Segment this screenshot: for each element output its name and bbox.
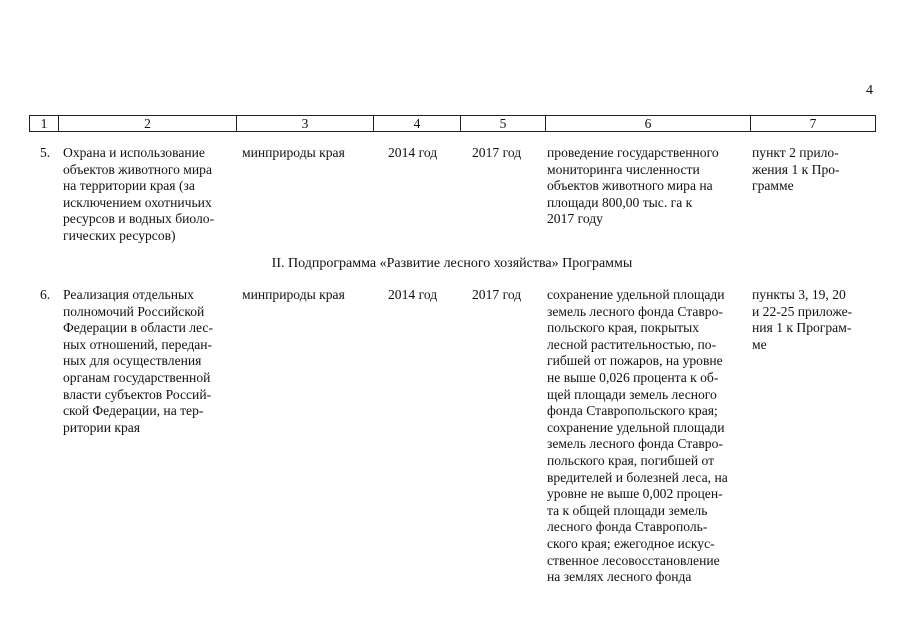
header-col-1: 1 (30, 116, 59, 132)
text-line: Реализация отдельных (63, 287, 194, 302)
text-line: польского края, погибшей от (547, 452, 715, 468)
text-line: уровне не выше 0,002 процен- (547, 486, 723, 502)
text-line: жения 1 к Про- (752, 161, 840, 177)
text-line: исключением охотничьих (63, 194, 212, 210)
text-line: органам государственной (63, 369, 211, 385)
header-col-4: 4 (374, 116, 461, 132)
header-col-2: 2 (59, 116, 237, 132)
executor: минприроды края (242, 287, 345, 302)
text-line: ской Федерации, на тер- (63, 403, 204, 419)
text-line: ского края; ежегодное искус- (547, 535, 715, 551)
text-line: фонда Ставропольского края; (547, 403, 718, 419)
page-number: 4 (866, 83, 873, 98)
executor: минприроды края (242, 145, 345, 160)
text-line: сохранение удельной площади (547, 287, 725, 302)
text-line: объектов животного мира на (547, 178, 713, 194)
text-line: Охрана и использование (63, 145, 205, 160)
text-line: пункты 3, 19, 20 (752, 287, 846, 302)
text-line: ресурсов и водных биоло- (63, 211, 215, 227)
text-line: на землях лесного фонда (547, 569, 692, 585)
text-line: сохранение удельной площади (547, 419, 725, 435)
text-line: объектов животного мира (63, 161, 212, 177)
text-line: не выше 0,026 процента к об- (547, 369, 719, 385)
header-col-7: 7 (751, 116, 876, 132)
indicator-link (752, 145, 872, 195)
text-line: та к общей площади земель (547, 502, 708, 518)
expected-result (547, 145, 748, 228)
text-line: ритории края (63, 419, 141, 435)
expected-result (547, 287, 748, 586)
header-col-3: 3 (237, 116, 374, 132)
text-line: ных для осуществления (63, 353, 202, 369)
row-number: 5. (40, 145, 51, 160)
activity-name (63, 287, 236, 436)
text-line: лесной растительностью, по- (547, 336, 717, 352)
text-line: лесного фонда Ставрополь- (547, 519, 708, 535)
activity-name (63, 145, 236, 245)
text-line: ния 1 к Програм- (752, 320, 852, 336)
header-col-6: 6 (546, 116, 751, 132)
text-line: полномочий Российской (63, 303, 205, 319)
text-line: на территории края (за (63, 178, 195, 194)
section-title: II. Подпрограмма «Развитие лесного хозяйства» Программы (271, 256, 633, 271)
text-line: площади 800,00 тыс. га к (547, 194, 693, 210)
start-year: 2014 год (388, 287, 438, 302)
row-number: 6. (40, 287, 51, 302)
text-line: земель лесного фонда Ставро- (547, 303, 723, 319)
text-line: проведение государственного (547, 145, 719, 160)
text-line: власти субъектов Россий- (63, 386, 212, 402)
text-line: ных отношений, передан- (63, 336, 213, 352)
text-line: Федерации в области лес- (63, 320, 213, 336)
text-line: мониторинга численности (547, 161, 700, 177)
text-line: пункт 2 прило- (752, 145, 839, 160)
indicator-link (752, 287, 872, 353)
text-line: польского края, покрытых (547, 320, 700, 336)
text-line: ственное лесовосстановление (547, 552, 720, 568)
text-line: ме (752, 336, 767, 352)
start-year: 2014 год (388, 145, 438, 160)
column-number-header (29, 115, 876, 132)
text-line: гибшей от пожаров, на уровне (547, 353, 723, 369)
text-line: земель лесного фонда Ставро- (547, 436, 723, 452)
end-year: 2017 год (472, 145, 522, 160)
end-year: 2017 год (472, 287, 522, 302)
header-col-5: 5 (461, 116, 546, 132)
text-line: грамме (752, 178, 794, 194)
text-line: гических ресурсов) (63, 227, 176, 243)
text-line: 2017 году (547, 211, 603, 227)
text-line: и 22-25 приложе- (752, 303, 853, 319)
text-line: щей площади земель лесного (547, 386, 717, 402)
text-line: вредителей и болезней леса, на (547, 469, 728, 485)
